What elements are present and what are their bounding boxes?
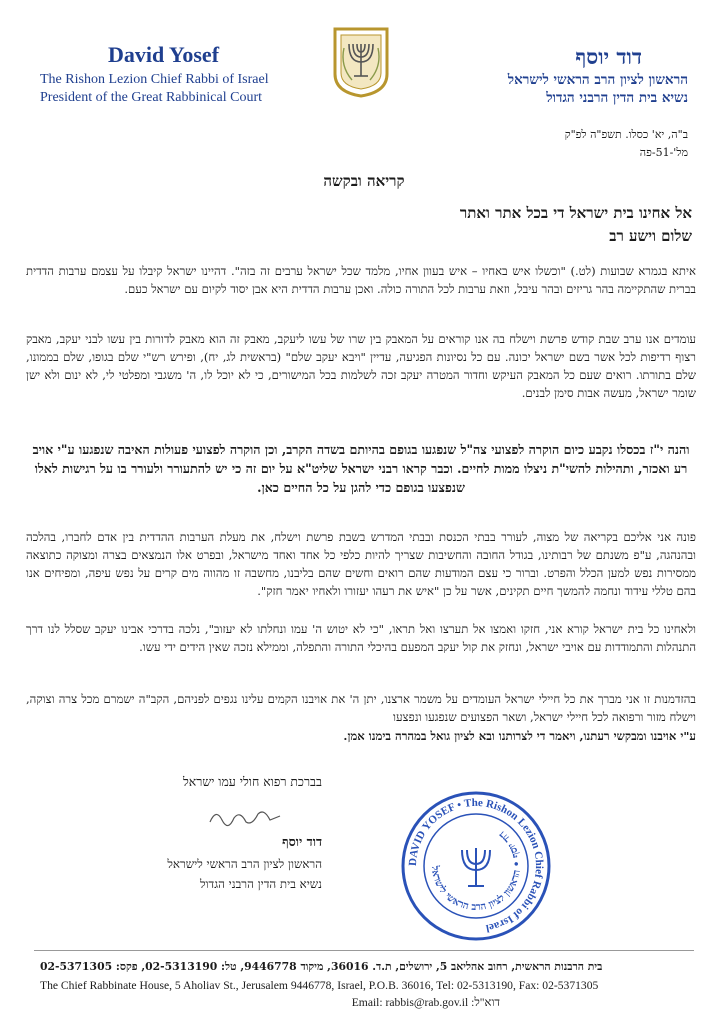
paragraph-5: ולאחינו כל בית ישראל קורא אני, חזקו ואמצו אל תערצו ואל תראו, "כי לא יטוש ה' עמו ונחלתו לא יעזוב", נלכה בדרכי אבינו יעקב שסלל לנו דרך התנהלות והתמודדות עם אויבי ישראל, ונחזק את קול יעקב המפעם בהיכלי התורה והתפלה, וממילא נזכה שאין הידים ידי עשו. bbox=[26, 622, 696, 654]
english-name: David Yosef bbox=[108, 42, 220, 67]
signer-title-1: הראשון לציון הרב הראשי לישראל bbox=[167, 857, 322, 871]
blessing-line: בברכת רפוא חולי עמו ישראל bbox=[183, 774, 322, 789]
letter-reference: מל'-51-פה bbox=[639, 146, 688, 159]
footer-email[interactable]: Email: rabbis@rab.gov.il :דוא"ל bbox=[351, 996, 500, 1009]
paragraph-6-part-1: בהזדמנות זו אני מברך את כל חיילי ישראל העומדים על משמר ארצנו, יתן ה' את אויבנו הקמים עלינו נגפים לפניהם, הקב"ה ישמרם מכל צרה וצוקה, וישלח מזור ורפואה לכל חיילי ישראל, ושאר הפצועים שנפגעו ונפצעו bbox=[26, 692, 696, 724]
signature-scribble-icon bbox=[206, 804, 284, 830]
letter-date: ב"ה, יא' כסלו. תשפ"ה לפ"ק bbox=[564, 128, 688, 141]
paragraph-3-bold: והנה י"ז בכסלו נקבע כיום הוקרה לפצועי צה"ל שנפגעו בגופם בהיותם בשדה הקרב, וכן הוקרה לפצועי פעולות האיבה שנפגעו ע"י אויב רע ואכזר, ותהילות להשי"ת ניצלו ממות לחיים. וכבר קראו רבני ישראל שליט"א על יום זה כי יש להתעורר ולעורר בו על רגישות לאלו שנפצעו בגופם כדי להגן על כל החיים כאן. bbox=[32, 442, 690, 495]
paragraph-6-part-2: ע"י אויבנו ומבקשי רעתנו, ויאמר די לצרותנו ובא לציון גואל במהרה בימנו אמן. bbox=[343, 729, 696, 743]
official-stamp-icon bbox=[400, 790, 552, 942]
english-title-line-1: The Rishon Lezion Chief Rabbi of Israel bbox=[40, 72, 269, 87]
handwritten-signature bbox=[206, 804, 284, 830]
footer-hebrew-address: בית הרבנות הראשית, רחוב אהליאב 5, ירושלים, ת.ד. 36016, מיקוד 9446778, טל: 02-5313190, פקס: 02-5371305 bbox=[40, 960, 603, 973]
salutation-line-1: אל אחינו בית ישראל די בכל אתר ואתר bbox=[459, 204, 692, 222]
english-title-line-2: President of the Great Rabbinical Court bbox=[40, 90, 262, 105]
hebrew-name: דוד יוסף bbox=[575, 44, 642, 69]
hebrew-title-line-2: נשיא בית הדין הרבני הגדול bbox=[546, 90, 688, 106]
paragraph-2: עומדים אנו ערב שבת קודש פרשת וישלח בה אנו קוראים על המאבק בין שרו של עשו ליעקב, מאבק זה הוא מאבק לדורות בין עשו לבני יעקב, מאבק רצוף רדיפות לכל אשר בשם ישראל יכונה. עם כל נסיונות הפגיעה, עדיין "ויבא יעקב שלם" (בראשית לג, יח), ופירש רש"י שלם בגופו, שלם בממונו, שלם בתורתו. רואים שעם כל המאבק העיקש וחדור המטרה יעקב זכה לשלמות בכל המישורים, כי לא יוכל לו, ה' משגבי ומפלטי לי, לא ינום ולא ישן שומר ישראל, מעשה אבות סימן לבנים. bbox=[26, 332, 696, 400]
paragraph-4: פונה אני אליכם בקריאה של מצוה, לעורר בבתי הכנסת ובבתי המדרש בשבת פרשת וישלח, את מעלת הערבות ההדדית בין אדם לחברו, בהלכה ובהנהגה, ע"פ משנתם של רבותינו, בגודל החובה והחשיבות שצריך להיות כלפי כל אחד ואחד מישראל, ובפרט אלו הנמצאים בצרה ומצוקה כתוצאה ממסירות נפש למען הכלל והפרט. וברור כי עצם המודעות שהם רואים וחשים שהם בליבנו, מחשבה זו מהווה מים קרים על נפש עיפה, ומפיחים אנו בהם טללי עידוד ונחמה להמשך חיים תקינים, אשר על כן "איש את רעהו יעזורו ולאחיו יאמר חזק". bbox=[26, 530, 696, 598]
stamp-hebrew-text: דוד יוסף • הראשון לציון הרב הראשי לישראל bbox=[428, 828, 524, 914]
signer-name: דוד יוסף bbox=[282, 834, 322, 849]
footer-divider bbox=[34, 950, 694, 951]
letter-title: קריאה ובקשה bbox=[323, 172, 405, 190]
paragraph-1: איתא בגמרא שבועות (לט.) "וכשלו איש באחיו – איש בעוון אחיו, מלמד שכל ישראל ערבים זה בזה". דהיינו ישראל קיבלו על עצמם ערבות הדדית בברית שהתקיימה בהר גריזים ובהר עיבל, וזאת ערבות לכל התורה כולה. ואכן ערבות הדדית היא אבן יסוד לקיום עם ישראל כעם. bbox=[26, 264, 696, 296]
state-emblem-icon bbox=[332, 26, 390, 98]
salutation-line-2: שלום וישע רב bbox=[609, 227, 692, 245]
stamp-outer-text: DAVID YOSEF • The Rishon Lezion Chief Rabbi of Israel bbox=[406, 796, 546, 935]
footer-english-address: The Chief Rabbinate House, 5 Aholiav St., Jerusalem 9446778, Israel, P.O.B. 36016, Tel: 02-5313190, Fax: 02-5371305 bbox=[40, 979, 599, 992]
signer-title-2: נשיא בית הדין הרבני הגדול bbox=[200, 877, 322, 891]
hebrew-title-line-1: הראשון לציון הרב הראשי לישראל bbox=[507, 72, 688, 88]
